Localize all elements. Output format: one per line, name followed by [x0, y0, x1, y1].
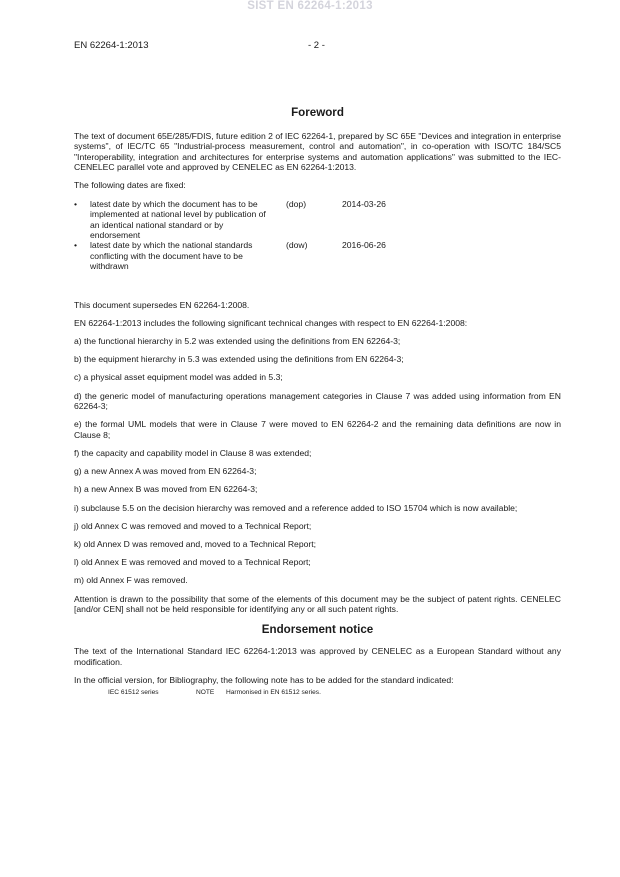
note-text: Harmonised in EN 61512 series.: [226, 689, 321, 697]
endorsement-title: Endorsement notice: [261, 623, 374, 637]
note-label: NOTE: [196, 689, 215, 697]
date-code: (dow): [286, 240, 308, 251]
change-item: b) the equipment hierarchy in 5.3 was extended using the definitions from EN 62264-3;: [74, 354, 404, 365]
dates-list: [74, 199, 561, 272]
patent-notice: Attention is drawn to the possibility that some of the elements of this document may be the subject of patent rights. CENELEC [and/or CEN] shall not be held responsible for identifying any or all such patent rights.: [74, 593, 561, 614]
bibliography-intro: In the official version, for Bibliography, the following note has to be added for the standard indicated:: [74, 674, 454, 685]
bullet: •: [74, 198, 78, 209]
endorsement-text: The text of the International Standard IEC 62264-1:2013 was approved by CENELEC as a European Standard without any modification.: [74, 646, 561, 667]
change-item: h) a new Annex B was moved from EN 62264-3;: [74, 484, 258, 495]
header-page-number: - 2 -: [308, 40, 325, 51]
change-item: j) old Annex C was removed and moved to a Technical Report;: [74, 520, 312, 531]
note-series: IEC 61512 series: [108, 689, 159, 697]
bullet: •: [74, 240, 78, 251]
change-item: i) subclause 5.5 on the decision hierarchy was removed and a reference added to ISO 15704 which is now available;: [74, 502, 518, 513]
watermark: SIST EN 62264-1:2013: [247, 0, 373, 12]
change-item: k) old Annex D was removed and, moved to a Technical Report;: [74, 538, 317, 549]
bibliography-note: [108, 688, 561, 698]
header-doc-id: EN 62264-1:2013: [74, 40, 149, 51]
date-description: latest date by which the national standards conflicting with the document have to be withdrawn: [90, 240, 253, 272]
change-item: f) the capacity and capability model in Clause 8 was extended;: [74, 447, 312, 458]
supersedes-text: This document supersedes EN 62264-1:2008.: [74, 299, 250, 310]
page-content: [74, 106, 561, 699]
change-item: m) old Annex F was removed.: [74, 575, 188, 586]
foreword-title: Foreword: [291, 106, 344, 119]
change-item: l) old Annex E was removed and moved to a Technical Report;: [74, 557, 311, 568]
dates-intro: The following dates are fixed:: [74, 180, 186, 191]
changes-intro: EN 62264-1:2013 includes the following significant technical changes with respect to EN 62264-1:2008:: [74, 317, 468, 328]
date-row-dop: [74, 199, 561, 241]
date-description: latest date by which the document has to be implemented at national level by publication of an identical national standard or by endorsement: [90, 198, 266, 241]
date-row-dow: [74, 240, 561, 271]
date-value: 2016-06-26: [342, 240, 386, 251]
foreword-intro: The text of document 65E/285/FDIS, future edition 2 of IEC 62264-1, prepared by SC 65E "Devices and integration in enterprise systems", of IEC/TC 65 "Industrial-process measurement, control and automation", in co-operation with ISO/TC 184/SC5 "Interoperability, integration and architectures for enterprise systems and automation applications" was submitted to the IEC-CENELEC parallel vote and approved by CENELEC as EN 62264-1:2013.: [74, 131, 561, 173]
change-item: a) the functional hierarchy in 5.2 was extended using the definitions from EN 62264-3;: [74, 336, 401, 347]
changes-list: [74, 336, 561, 586]
change-item: e) the formal UML models that were in Clause 7 were moved to EN 62264-2 and the remaining data definitions are now in Clause 8;: [74, 419, 561, 440]
change-item: g) a new Annex A was moved from EN 62264-3;: [74, 466, 257, 477]
change-item: d) the generic model of manufacturing operations management categories in Clause 7 was added using information from EN 62264-3;: [74, 390, 561, 412]
date-code: (dop): [286, 198, 307, 209]
change-item: c) a physical asset equipment model was added in 5.3;: [74, 372, 283, 383]
date-value: 2014-03-26: [342, 198, 386, 209]
